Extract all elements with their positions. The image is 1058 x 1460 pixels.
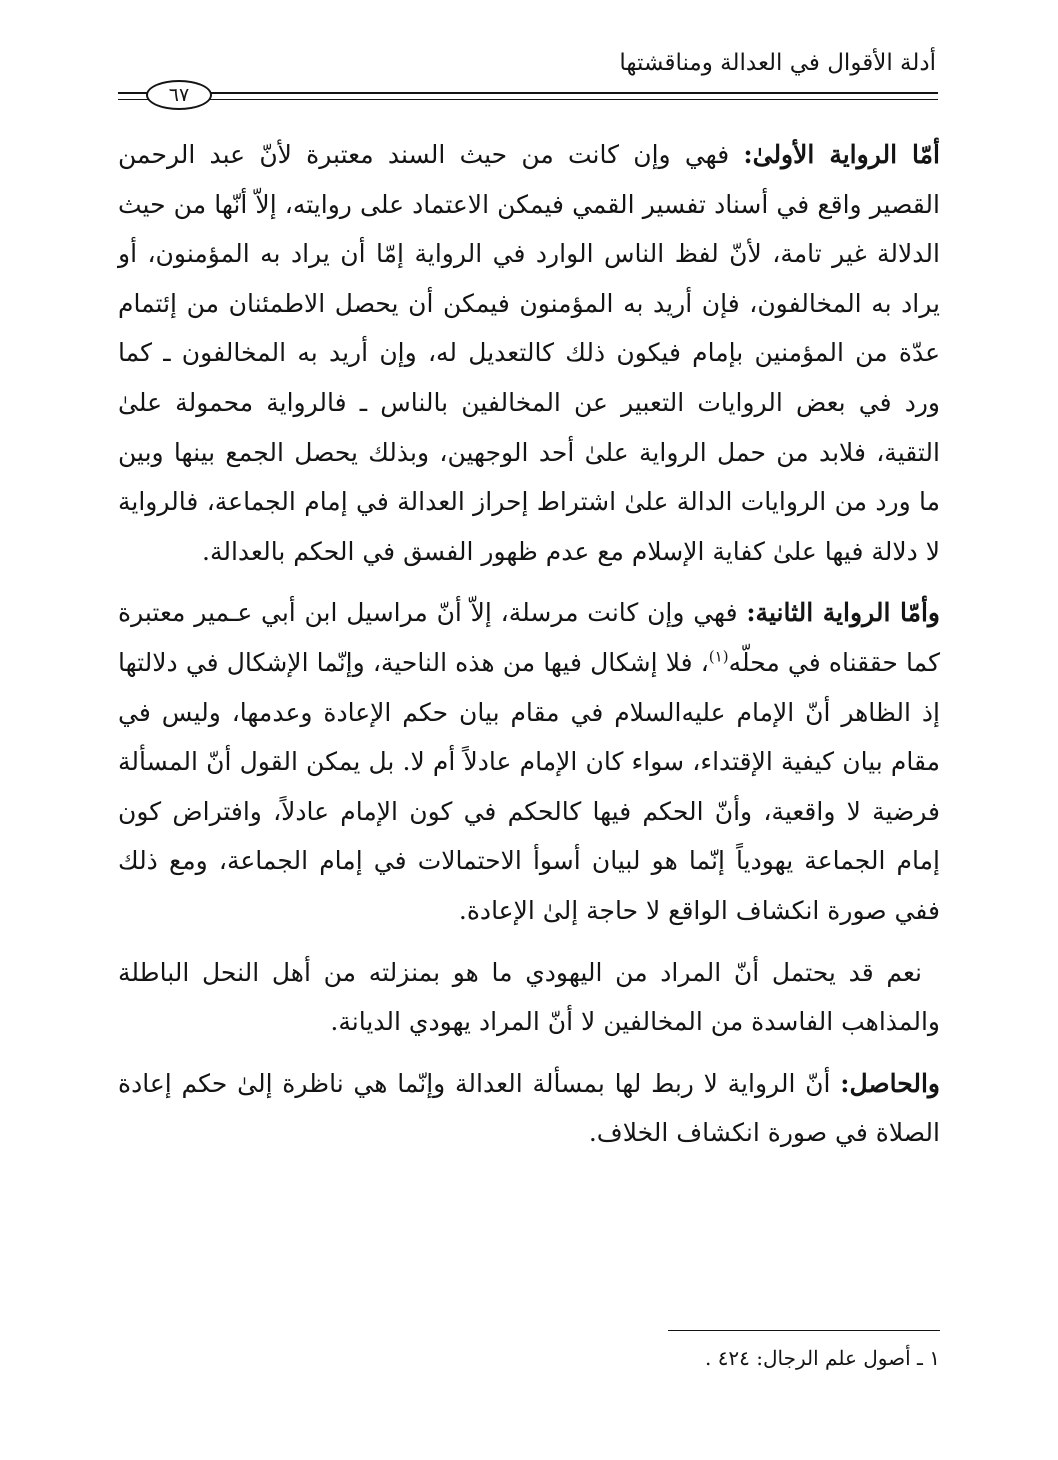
paragraph-2-lead: وأمّا الرواية الثانية:: [746, 598, 940, 628]
footnote-reference: (١): [708, 647, 729, 666]
paragraph-1: [118, 130, 940, 576]
page-number: ٦٧: [168, 83, 190, 106]
paragraph-1-text: فهي وإن كانت من حيث السند معتبرة لأنّ عبد الرحمن القصير واقع في أسناد تفسير القمي فيمكن الاعتماد على روايته، إلاّ أنّها من حيث الدلالة غير تامة، لأنّ لفظ الناس الوارد في الرواية إمّا أن يراد به المؤمنون، أو يراد به المخالفون، فإن أريد به المؤمنون فيمكن أن يحصل الاطمئنان من إئتمام عدّة من المؤمنين بإمام فيكون ذلك كالتعديل له، وإن أريد به المخالفون ـ كما ورد في بعض الروايات التعبير عن المخالفين بالناس ـ فالرواية محمولة علىٰ التقية، فلابد من حمل الرواية علىٰ أحد الوجهين، وبذلك يحصل الجمع بينها وبين ما ورد من الروايات الدالة علىٰ اشتراط إحراز العدالة في إمام الجماعة، فالرواية لا دلالة فيها علىٰ كفاية الإسلام مع عدم ظهور الفسق في الحكم بالعدالة.: [118, 140, 940, 566]
paragraph-3: [118, 948, 940, 1047]
paragraph-4-text: أنّ الرواية لا ربط لها بمسألة العدالة وإنّما هي ناظرة إلىٰ حكم إعادة الصلاة في صورة انكشاف الخلاف.: [118, 1068, 940, 1148]
page-number-oval: [146, 80, 212, 110]
body-text: [118, 130, 940, 1170]
paragraph-4-lead: والحاصل:: [840, 1068, 940, 1098]
footnote-1: ١ ـ أصول علم الرجال: ٤٢٤ .: [704, 1346, 940, 1370]
header-rule-thick: [118, 92, 938, 94]
header-rule-thin: [118, 99, 938, 100]
paragraph-1-lead: أمّا الرواية الأولىٰ:: [743, 140, 940, 169]
paragraph-2-text-a: فهي وإن كانت مرسلة، إلاّ أنّ مراسيل ابن أبي عـمير معتبرة كما حققناه في محلّه: [118, 598, 940, 677]
paragraph-2-text-b: ، فلا إشكال فيها من هذه الناحية، وإنّما الإشكال في دلالتها إذ الظاهر أنّ الإمام عليه‌السلام في مقام بيان حكم الإعادة وعدمها، وليس في مقام بيان كيفية الإقتداء، سواء كان الإمام عادلاً أم لا. بل يمكن القول أنّ المسألة فرضية لا واقعية، وأنّ الحكم فيها كالحكم في كون الإمام عادلاً، وافتراض كون إمام الجماعة يهودياً إنّما هو لبيان أسوأ الاحتمالات في إمام الجماعة، ومع ذلك ففي صورة انكشاف الواقع لا حاجة إلىٰ الإعادة.: [118, 647, 940, 925]
running-header-title: أدلة الأقوال في العدالة ومناقشتها: [619, 50, 936, 76]
footnote-separator: [668, 1330, 940, 1331]
paragraph-2: [118, 588, 940, 935]
paragraph-4: [118, 1059, 940, 1158]
paragraph-3-text: نعم قد يحتمل أنّ المراد من اليهودي ما هو بمنزلته من أهل النحل الباطلة والمذاهب الفاسدة من المخالفين لا أنّ المراد يهودي الديانة.: [118, 957, 940, 1037]
